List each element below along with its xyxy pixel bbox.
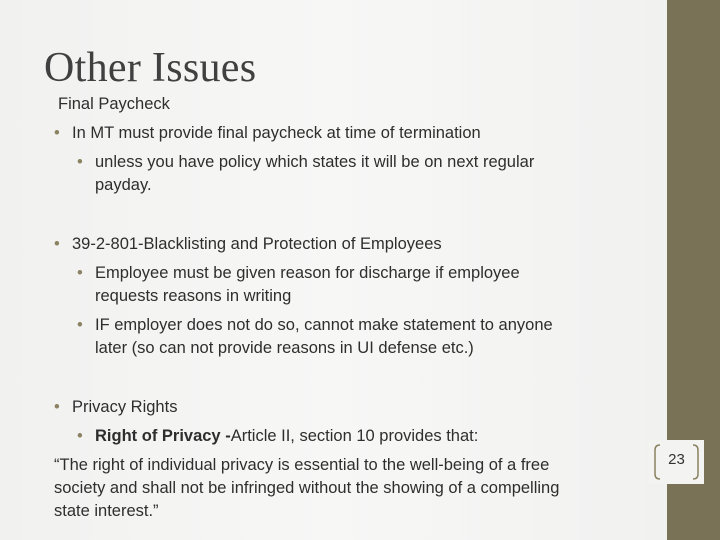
privacy-bullet: Privacy Rights bbox=[72, 398, 178, 416]
privacy-quote-line2: society and shall not be infringed without the showing of a compelling bbox=[54, 479, 560, 497]
privacy-sub-rest: Article II, section 10 provides that: bbox=[230, 427, 479, 445]
page-number: 23 bbox=[668, 451, 685, 468]
bullet-icon: • bbox=[54, 124, 60, 142]
bullet-icon: • bbox=[77, 316, 83, 334]
blacklisting-sub2-line2: later (so can not provide reasons in UI defense etc.) bbox=[95, 339, 474, 357]
slide-title: Other Issues bbox=[44, 45, 257, 91]
blacklisting-sub2-line1: IF employer does not do so, cannot make statement to anyone bbox=[95, 316, 553, 334]
bullet-icon: • bbox=[77, 153, 83, 171]
privacy-sub-bold: Right of Privacy - bbox=[95, 427, 231, 445]
privacy-quote-line3: state interest.” bbox=[54, 502, 159, 520]
blacklisting-sub1-line1: Employee must be given reason for discharge if employee bbox=[95, 264, 520, 282]
blacklisting-bullet: 39-2-801-Blacklisting and Protection of Employees bbox=[72, 235, 442, 253]
final-paycheck-sub-line2: payday. bbox=[95, 176, 152, 194]
bullet-icon: • bbox=[54, 235, 60, 253]
bullet-icon: • bbox=[77, 427, 83, 445]
privacy-sub-line bbox=[95, 425, 478, 448]
final-paycheck-sub-line1: unless you have policy which states it will be on next regular bbox=[95, 153, 535, 171]
bullet-icon: • bbox=[77, 264, 83, 282]
page-number-badge bbox=[649, 440, 704, 484]
bullet-icon: • bbox=[54, 398, 60, 416]
final-paycheck-bullet: In MT must provide final paycheck at time of termination bbox=[72, 124, 481, 142]
blacklisting-sub1-line2: requests reasons in writing bbox=[95, 287, 292, 305]
final-paycheck-heading: Final Paycheck bbox=[58, 95, 170, 113]
privacy-quote-line1: “The right of individual privacy is essential to the well-being of a free bbox=[54, 456, 550, 474]
